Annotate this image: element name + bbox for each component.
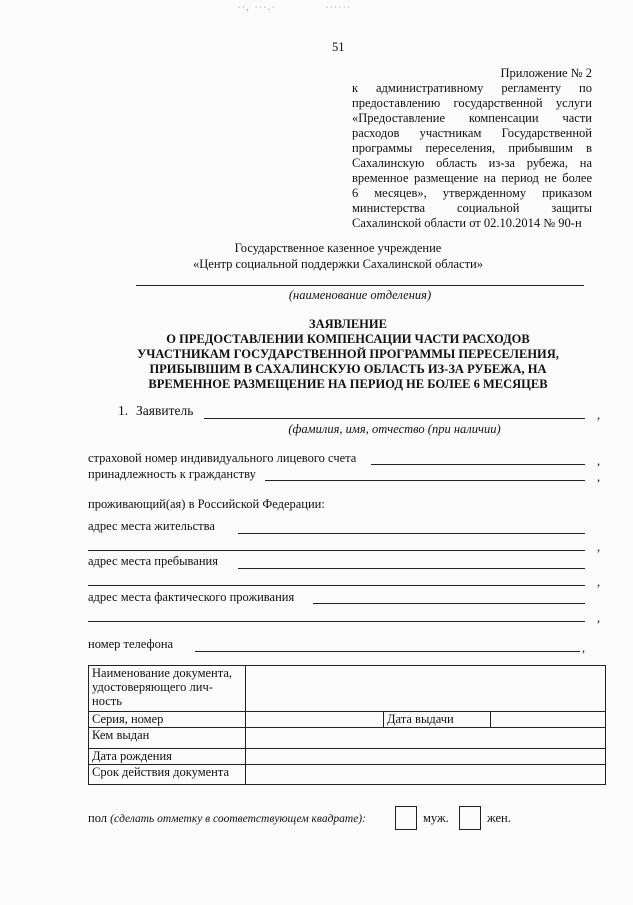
snils-line[interactable] [371, 464, 585, 465]
appendix-line: к административному регламенту по [352, 81, 592, 95]
comma: , [597, 575, 601, 589]
doc-name-label: Наименование документа, [92, 666, 233, 680]
gender-row [88, 811, 366, 827]
birth-date-label: Дата рождения [89, 749, 246, 765]
comma: , [597, 540, 601, 554]
stay-line[interactable] [238, 568, 585, 569]
department-line[interactable] [136, 285, 584, 286]
appendix-line: «Предоставление компенсации части [352, 111, 592, 125]
page-number: 51 [332, 40, 345, 54]
scan-mark: ∙∙, ∙∙∙.∙ [238, 2, 277, 12]
appendix-line: 6 месяцев», утвержденному приказом [352, 186, 592, 200]
snils-label: страховой номер индивидуального лицевого счета [88, 451, 357, 465]
male-checkbox[interactable] [395, 806, 417, 830]
stay-label: адрес места пребывания [88, 554, 218, 568]
title-line: О ПРЕДОСТАВЛЕНИИ КОМПЕНСАЦИИ ЧАСТИ РАСХОДОВ [166, 332, 530, 346]
comma: , [597, 454, 601, 468]
phone-label: номер телефона [88, 637, 174, 651]
stay-line-2[interactable] [88, 585, 585, 586]
female-checkbox[interactable] [459, 806, 481, 830]
citizenship-line[interactable] [265, 480, 585, 481]
gender-label: пол [88, 811, 108, 825]
department-caption: (наименование отделения) [288, 288, 432, 302]
doc-name-label: удостоверяющего лич- [92, 680, 213, 694]
appendix-line: расходов участникам Государственной [352, 126, 592, 140]
series-label: Серия, номер [89, 712, 246, 728]
phone-line[interactable] [195, 651, 580, 652]
applicant-number: 1. [118, 403, 129, 418]
appendix-line: министерства социальной защиты [352, 201, 592, 215]
comma: , [597, 408, 601, 422]
title-line: ПРИБЫВШИМ В САХАЛИНСКУЮ ОБЛАСТЬ ИЗ-ЗА РУБЕЖА, НА [149, 362, 547, 376]
comma: , [582, 641, 586, 655]
female-label: жен. [487, 811, 511, 825]
residence-line-2[interactable] [88, 550, 585, 551]
doc-name-cell [89, 666, 246, 712]
appendix-line: Сахалинской области от 02.10.2014 № 90-н [352, 216, 582, 230]
series-value[interactable] [246, 712, 384, 728]
birth-date-value[interactable] [246, 749, 606, 765]
institution-name: Государственное казенное учреждение [234, 241, 442, 255]
citizenship-label: принадлежность к гражданству [88, 467, 256, 481]
institution-center: «Центр социальной поддержки Сахалинской области» [193, 257, 483, 271]
appendix-line: Сахалинскую область из-за рубежа, на [352, 156, 592, 170]
issued-by-label: Кем выдан [89, 728, 246, 749]
document-table [88, 665, 606, 785]
scan-mark: ∙∙∙∙∙∙ [326, 2, 352, 12]
residence-line[interactable] [238, 533, 585, 534]
comma: , [597, 470, 601, 484]
appendix-line: программы переселения, прибывшим в [352, 141, 592, 155]
appendix-line: предоставлению государственной услуги [352, 96, 592, 110]
applicant-label: Заявитель [136, 403, 194, 418]
actual-address-line-2[interactable] [88, 621, 585, 622]
actual-address-label: адрес места фактического проживания [88, 590, 295, 604]
applicant-name-line[interactable] [204, 418, 585, 419]
issued-by-value[interactable] [246, 728, 606, 749]
male-label: муж. [423, 811, 449, 825]
title-heading: ЗАЯВЛЕНИЕ [309, 317, 387, 331]
doc-name-label: ность [92, 694, 122, 708]
validity-value[interactable] [246, 765, 606, 785]
appendix-block [352, 66, 592, 231]
appendix-line: временное размещение на период не более [352, 171, 592, 185]
comma: , [597, 611, 601, 625]
doc-name-value[interactable] [246, 666, 606, 712]
gender-hint: (сделать отметку в соответствующем квадрате): [110, 813, 366, 825]
residing-label: проживающий(ая) в Российской Федерации: [88, 497, 325, 511]
appendix-line: Приложение № 2 [500, 66, 592, 80]
issue-date-value[interactable] [491, 712, 606, 728]
actual-address-line[interactable] [313, 603, 585, 604]
issue-date-label: Дата выдачи [384, 712, 491, 728]
title-line: УЧАСТНИКАМ ГОСУДАРСТВЕННОЙ ПРОГРАММЫ ПЕРЕСЕЛЕНИЯ, [137, 347, 559, 361]
title-line: ВРЕМЕННОЕ РАЗМЕЩЕНИЕ НА ПЕРИОД НЕ БОЛЕЕ 6 МЕСЯЦЕВ [148, 377, 548, 391]
validity-label: Срок действия документа [89, 765, 246, 785]
residence-label: адрес места жительства [88, 519, 215, 533]
name-caption: (фамилия, имя, отчество (при наличии) [288, 422, 501, 436]
